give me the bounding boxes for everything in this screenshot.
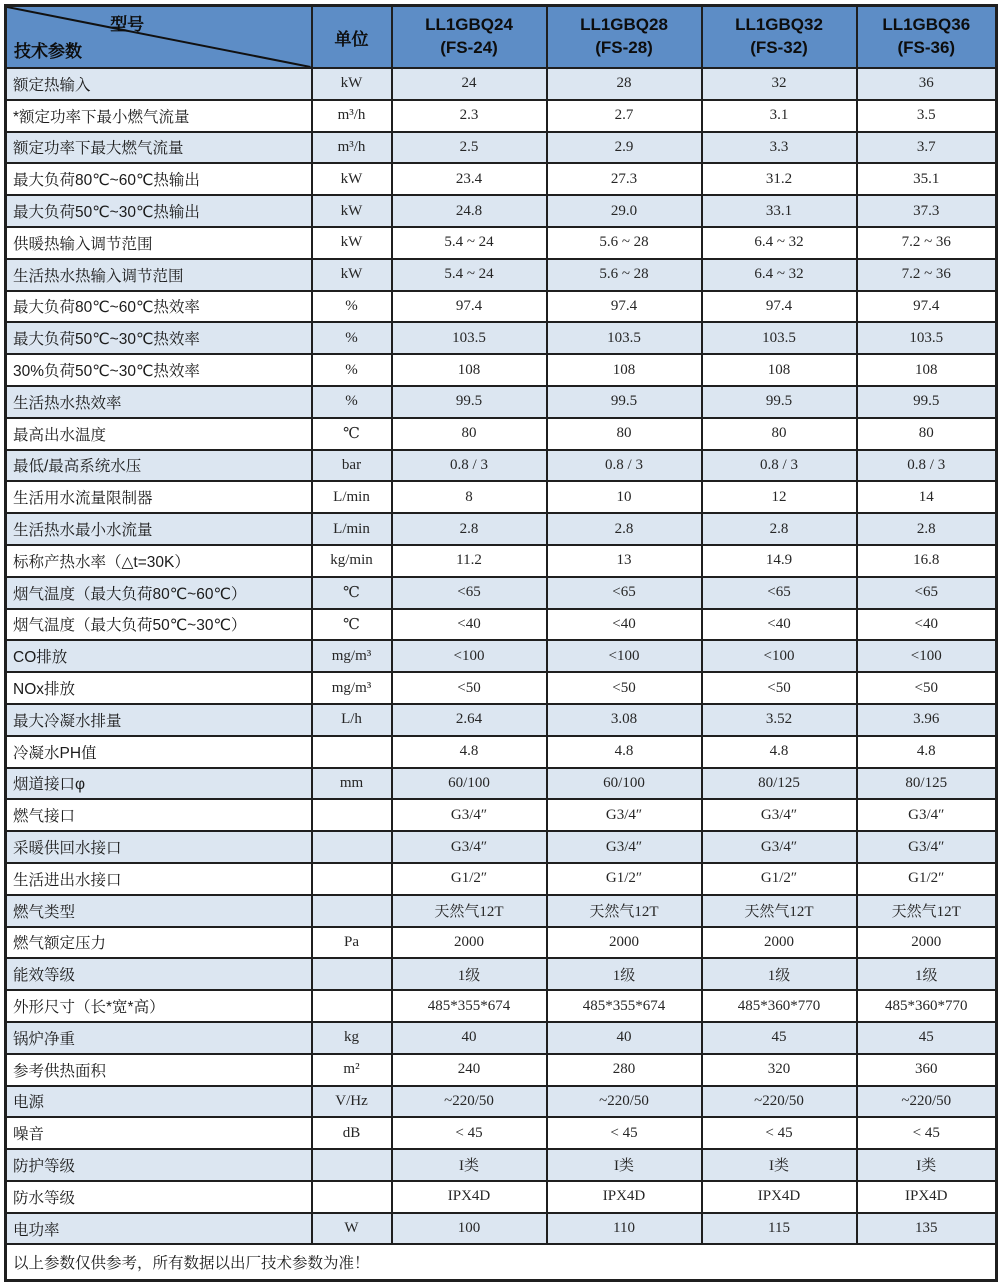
param-value: 110: [547, 1213, 702, 1245]
model-column-header-2: [547, 6, 702, 69]
param-unit: dB: [312, 1117, 392, 1149]
param-value: 37.3: [857, 195, 997, 227]
param-unit: m³/h: [312, 132, 392, 164]
param-value: 4.8: [392, 736, 547, 768]
param-value: 2.8: [702, 513, 857, 545]
param-label: 生活用水流量限制器: [6, 481, 312, 513]
param-value: 97.4: [857, 291, 997, 323]
spec-row: [6, 195, 997, 227]
param-value: I类: [857, 1149, 997, 1181]
param-value: 45: [702, 1022, 857, 1054]
spec-table: [4, 4, 998, 1282]
spec-row: [6, 68, 997, 100]
param-unit: kW: [312, 68, 392, 100]
spec-row: [6, 704, 997, 736]
footer-row: [6, 1244, 997, 1281]
param-label: 生活热水热效率: [6, 386, 312, 418]
param-label: 最大负荷80℃~60℃热输出: [6, 163, 312, 195]
param-unit: ℃: [312, 577, 392, 609]
param-value: 60/100: [547, 768, 702, 800]
param-unit: kW: [312, 163, 392, 195]
param-value: 23.4: [392, 163, 547, 195]
spec-row: [6, 1181, 997, 1213]
model-column-header-1: [392, 6, 547, 69]
param-label: 最大负荷50℃~30℃热效率: [6, 322, 312, 354]
spec-row: [6, 1117, 997, 1149]
param-value: 2000: [702, 927, 857, 959]
param-value: 32: [702, 68, 857, 100]
param-value: IPX4D: [857, 1181, 997, 1213]
param-unit: [312, 958, 392, 990]
param-value: <40: [857, 609, 997, 641]
param-unit: L/min: [312, 513, 392, 545]
param-label: 最大负荷80℃~60℃热效率: [6, 291, 312, 323]
param-value: 3.52: [702, 704, 857, 736]
param-unit: [312, 895, 392, 927]
model-name: LL1GBQ28: [580, 15, 668, 35]
param-value: <50: [392, 672, 547, 704]
param-value: 45: [857, 1022, 997, 1054]
spec-table-header: [6, 6, 997, 69]
param-label: 防护等级: [6, 1149, 312, 1181]
unit-column-header: 单位: [312, 6, 392, 69]
param-unit: m²: [312, 1054, 392, 1086]
spec-row: [6, 450, 997, 482]
model-name: LL1GBQ24: [425, 15, 513, 35]
spec-row: [6, 1054, 997, 1086]
param-unit: [312, 1149, 392, 1181]
param-value: I类: [547, 1149, 702, 1181]
param-unit: [312, 799, 392, 831]
param-value: 99.5: [702, 386, 857, 418]
param-value: 99.5: [857, 386, 997, 418]
param-value: 1级: [392, 958, 547, 990]
spec-row: [6, 736, 997, 768]
param-value: 27.3: [547, 163, 702, 195]
param-value: 5.4 ~ 24: [392, 259, 547, 291]
model-name: LL1GBQ32: [735, 15, 823, 35]
param-value: 80: [547, 418, 702, 450]
spec-row: [6, 958, 997, 990]
param-value: 103.5: [547, 322, 702, 354]
param-value: < 45: [702, 1117, 857, 1149]
param-value: <40: [702, 609, 857, 641]
param-value: 1级: [857, 958, 997, 990]
model-code: (FS-28): [595, 38, 653, 57]
spec-row: [6, 799, 997, 831]
param-value: 103.5: [392, 322, 547, 354]
param-value: <100: [702, 640, 857, 672]
spec-row: [6, 990, 997, 1022]
param-label: 噪音: [6, 1117, 312, 1149]
param-value: 108: [547, 354, 702, 386]
param-unit: mg/m³: [312, 640, 392, 672]
param-value: 28: [547, 68, 702, 100]
param-value: 3.3: [702, 132, 857, 164]
param-unit: ℃: [312, 418, 392, 450]
spec-row: [6, 831, 997, 863]
param-value: 80: [702, 418, 857, 450]
model-code: (FS-32): [750, 38, 808, 57]
param-label: 生活热水最小水流量: [6, 513, 312, 545]
param-label: *额定功率下最小燃气流量: [6, 100, 312, 132]
param-unit: W: [312, 1213, 392, 1245]
param-value: 280: [547, 1054, 702, 1086]
param-unit: [312, 990, 392, 1022]
param-unit: Pa: [312, 927, 392, 959]
param-value: 40: [547, 1022, 702, 1054]
param-unit: kW: [312, 195, 392, 227]
parameter-axis-label: 技术参数: [14, 42, 82, 61]
spec-table-footer: [6, 1244, 997, 1281]
param-value: 4.8: [547, 736, 702, 768]
param-value: 3.7: [857, 132, 997, 164]
param-value: G3/4″: [857, 799, 997, 831]
param-value: 2.8: [392, 513, 547, 545]
param-value: 2000: [857, 927, 997, 959]
param-value: 108: [702, 354, 857, 386]
param-value: 115: [702, 1213, 857, 1245]
param-value: 80/125: [857, 768, 997, 800]
model-code: (FS-24): [440, 38, 498, 57]
param-value: 天然气12T: [702, 895, 857, 927]
param-unit: m³/h: [312, 100, 392, 132]
param-value: 2.9: [547, 132, 702, 164]
param-value: <65: [547, 577, 702, 609]
param-unit: V/Hz: [312, 1086, 392, 1118]
param-value: 3.5: [857, 100, 997, 132]
param-label: 锅炉净重: [6, 1022, 312, 1054]
param-value: G1/2″: [702, 863, 857, 895]
param-value: 97.4: [547, 291, 702, 323]
param-value: 2000: [547, 927, 702, 959]
param-value: ~220/50: [702, 1086, 857, 1118]
param-unit: L/min: [312, 481, 392, 513]
param-value: 60/100: [392, 768, 547, 800]
param-value: <65: [857, 577, 997, 609]
param-value: ~220/50: [392, 1086, 547, 1118]
spec-row: [6, 481, 997, 513]
param-value: 2.8: [547, 513, 702, 545]
param-value: 13: [547, 545, 702, 577]
param-value: 8: [392, 481, 547, 513]
param-unit: kW: [312, 259, 392, 291]
param-label: 额定热输入: [6, 68, 312, 100]
param-value: G1/2″: [547, 863, 702, 895]
param-value: 36: [857, 68, 997, 100]
param-value: 天然气12T: [547, 895, 702, 927]
spec-row: [6, 640, 997, 672]
param-value: 40: [392, 1022, 547, 1054]
param-value: 11.2: [392, 545, 547, 577]
param-value: 1级: [547, 958, 702, 990]
param-label: 冷凝水PH值: [6, 736, 312, 768]
param-value: 天然气12T: [857, 895, 997, 927]
param-label: CO排放: [6, 640, 312, 672]
param-unit: [312, 1181, 392, 1213]
model-code: (FS-36): [897, 38, 956, 57]
param-value: G3/4″: [392, 831, 547, 863]
param-unit: [312, 736, 392, 768]
param-label: 参考供热面积: [6, 1054, 312, 1086]
param-value: 33.1: [702, 195, 857, 227]
param-label: 最高出水温度: [6, 418, 312, 450]
param-value: G3/4″: [702, 799, 857, 831]
param-value: 3.1: [702, 100, 857, 132]
param-value: <100: [857, 640, 997, 672]
param-value: IPX4D: [392, 1181, 547, 1213]
param-unit: %: [312, 354, 392, 386]
param-value: 7.2 ~ 36: [857, 259, 997, 291]
param-value: 14.9: [702, 545, 857, 577]
spec-row: [6, 386, 997, 418]
param-value: 24: [392, 68, 547, 100]
param-value: 108: [857, 354, 997, 386]
spec-row: [6, 100, 997, 132]
spec-row: [6, 227, 997, 259]
param-value: G3/4″: [857, 831, 997, 863]
spec-row: [6, 1213, 997, 1245]
param-label: 电源: [6, 1086, 312, 1118]
param-unit: [312, 831, 392, 863]
model-name: LL1GBQ36: [882, 15, 971, 35]
param-value: IPX4D: [547, 1181, 702, 1213]
param-value: G3/4″: [547, 799, 702, 831]
spec-row: [6, 609, 997, 641]
param-label: 燃气额定压力: [6, 927, 312, 959]
spec-row: [6, 163, 997, 195]
param-value: <100: [392, 640, 547, 672]
param-value: 1级: [702, 958, 857, 990]
param-value: < 45: [392, 1117, 547, 1149]
param-label: 烟道接口φ: [6, 768, 312, 800]
spec-row: [6, 577, 997, 609]
spec-row: [6, 545, 997, 577]
param-label: 生活进出水接口: [6, 863, 312, 895]
spec-row: [6, 768, 997, 800]
param-value: 3.96: [857, 704, 997, 736]
param-value: 2.5: [392, 132, 547, 164]
param-label: NOx排放: [6, 672, 312, 704]
param-value: < 45: [547, 1117, 702, 1149]
param-value: 360: [857, 1054, 997, 1086]
param-value: G1/2″: [392, 863, 547, 895]
param-value: <50: [857, 672, 997, 704]
param-value: 2.3: [392, 100, 547, 132]
param-value: 16.8: [857, 545, 997, 577]
spec-row: [6, 1022, 997, 1054]
param-label: 最大冷凝水排量: [6, 704, 312, 736]
spec-table-body: [6, 68, 997, 1244]
param-label: 标称产热水率（△t=30K）: [6, 545, 312, 577]
param-value: 103.5: [702, 322, 857, 354]
param-value: <100: [547, 640, 702, 672]
spec-row: [6, 354, 997, 386]
spec-row: [6, 863, 997, 895]
param-value: 135: [857, 1213, 997, 1245]
param-unit: %: [312, 322, 392, 354]
param-value: G3/4″: [392, 799, 547, 831]
param-value: 2000: [392, 927, 547, 959]
model-axis-label: 型号: [110, 15, 145, 34]
param-value: 6.4 ~ 32: [702, 227, 857, 259]
param-value: 7.2 ~ 36: [857, 227, 997, 259]
footer-note: 以上参数仅供参考，所有数据以出厂技术参数为准！: [6, 1244, 997, 1281]
param-value: 4.8: [702, 736, 857, 768]
param-value: <50: [702, 672, 857, 704]
param-label: 供暖热输入调节范围: [6, 227, 312, 259]
param-value: ~220/50: [547, 1086, 702, 1118]
param-value: <65: [392, 577, 547, 609]
param-label: 能效等级: [6, 958, 312, 990]
param-label: 最低/最高系统水压: [6, 450, 312, 482]
param-value: 2.7: [547, 100, 702, 132]
param-value: 485*360*770: [857, 990, 997, 1022]
param-label: 燃气接口: [6, 799, 312, 831]
param-value: <40: [547, 609, 702, 641]
param-unit: mm: [312, 768, 392, 800]
param-label: 电功率: [6, 1213, 312, 1245]
param-value: G3/4″: [547, 831, 702, 863]
param-value: <40: [392, 609, 547, 641]
param-value: 12: [702, 481, 857, 513]
param-unit: ℃: [312, 609, 392, 641]
spec-row: [6, 418, 997, 450]
param-unit: mg/m³: [312, 672, 392, 704]
param-unit: %: [312, 291, 392, 323]
param-value: ~220/50: [857, 1086, 997, 1118]
model-column-header-4: [857, 6, 997, 69]
param-value: 80/125: [702, 768, 857, 800]
param-value: 103.5: [857, 322, 997, 354]
param-label: 烟气温度（最大负荷50℃~30℃）: [6, 609, 312, 641]
param-value: 0.8 / 3: [392, 450, 547, 482]
param-label: 防水等级: [6, 1181, 312, 1213]
param-label: 额定功率下最大燃气流量: [6, 132, 312, 164]
param-label: 采暖供回水接口: [6, 831, 312, 863]
spec-row: [6, 259, 997, 291]
param-value: 97.4: [392, 291, 547, 323]
param-value: 35.1: [857, 163, 997, 195]
param-value: 29.0: [547, 195, 702, 227]
param-value: 6.4 ~ 32: [702, 259, 857, 291]
param-value: 100: [392, 1213, 547, 1245]
param-label: 30%负荷50℃~30℃热效率: [6, 354, 312, 386]
param-value: 5.6 ~ 28: [547, 227, 702, 259]
param-value: 3.08: [547, 704, 702, 736]
param-value: 80: [857, 418, 997, 450]
param-unit: L/h: [312, 704, 392, 736]
param-value: 240: [392, 1054, 547, 1086]
param-value: 485*360*770: [702, 990, 857, 1022]
header-row: [6, 6, 997, 69]
spec-row: [6, 927, 997, 959]
param-unit: [312, 863, 392, 895]
param-value: 31.2: [702, 163, 857, 195]
param-value: I类: [702, 1149, 857, 1181]
param-value: 5.6 ~ 28: [547, 259, 702, 291]
spec-row: [6, 132, 997, 164]
param-unit: kg/min: [312, 545, 392, 577]
param-label: 生活热水热输入调节范围: [6, 259, 312, 291]
param-value: 97.4: [702, 291, 857, 323]
param-value: 320: [702, 1054, 857, 1086]
param-value: 0.8 / 3: [547, 450, 702, 482]
param-value: 0.8 / 3: [702, 450, 857, 482]
param-value: <65: [702, 577, 857, 609]
spec-row: [6, 291, 997, 323]
param-unit: kg: [312, 1022, 392, 1054]
model-column-header-3: [702, 6, 857, 69]
param-value: 2.64: [392, 704, 547, 736]
spec-row: [6, 1086, 997, 1118]
param-value: 2.8: [857, 513, 997, 545]
param-value: 24.8: [392, 195, 547, 227]
param-value: 99.5: [547, 386, 702, 418]
param-value: IPX4D: [702, 1181, 857, 1213]
param-unit: bar: [312, 450, 392, 482]
param-label: 燃气类型: [6, 895, 312, 927]
param-value: 99.5: [392, 386, 547, 418]
param-value: G1/2″: [857, 863, 997, 895]
param-value: 108: [392, 354, 547, 386]
param-value: 14: [857, 481, 997, 513]
param-label: 外形尺寸（长*宽*高）: [6, 990, 312, 1022]
param-value: <50: [547, 672, 702, 704]
param-value: G3/4″: [702, 831, 857, 863]
spec-row: [6, 513, 997, 545]
spec-row: [6, 895, 997, 927]
param-value: 5.4 ~ 24: [392, 227, 547, 259]
param-value: 天然气12T: [392, 895, 547, 927]
spec-row: [6, 1149, 997, 1181]
param-unit: %: [312, 386, 392, 418]
spec-row: [6, 322, 997, 354]
param-label: 烟气温度（最大负荷80℃~60℃）: [6, 577, 312, 609]
param-value: 10: [547, 481, 702, 513]
param-label: 最大负荷50℃~30℃热输出: [6, 195, 312, 227]
param-value: 4.8: [857, 736, 997, 768]
param-value: 0.8 / 3: [857, 450, 997, 482]
param-unit: kW: [312, 227, 392, 259]
param-value: 485*355*674: [392, 990, 547, 1022]
param-value: I类: [392, 1149, 547, 1181]
param-value: 485*355*674: [547, 990, 702, 1022]
param-value: 80: [392, 418, 547, 450]
spec-row: [6, 672, 997, 704]
diagonal-header-cell: [6, 6, 312, 69]
param-value: < 45: [857, 1117, 997, 1149]
